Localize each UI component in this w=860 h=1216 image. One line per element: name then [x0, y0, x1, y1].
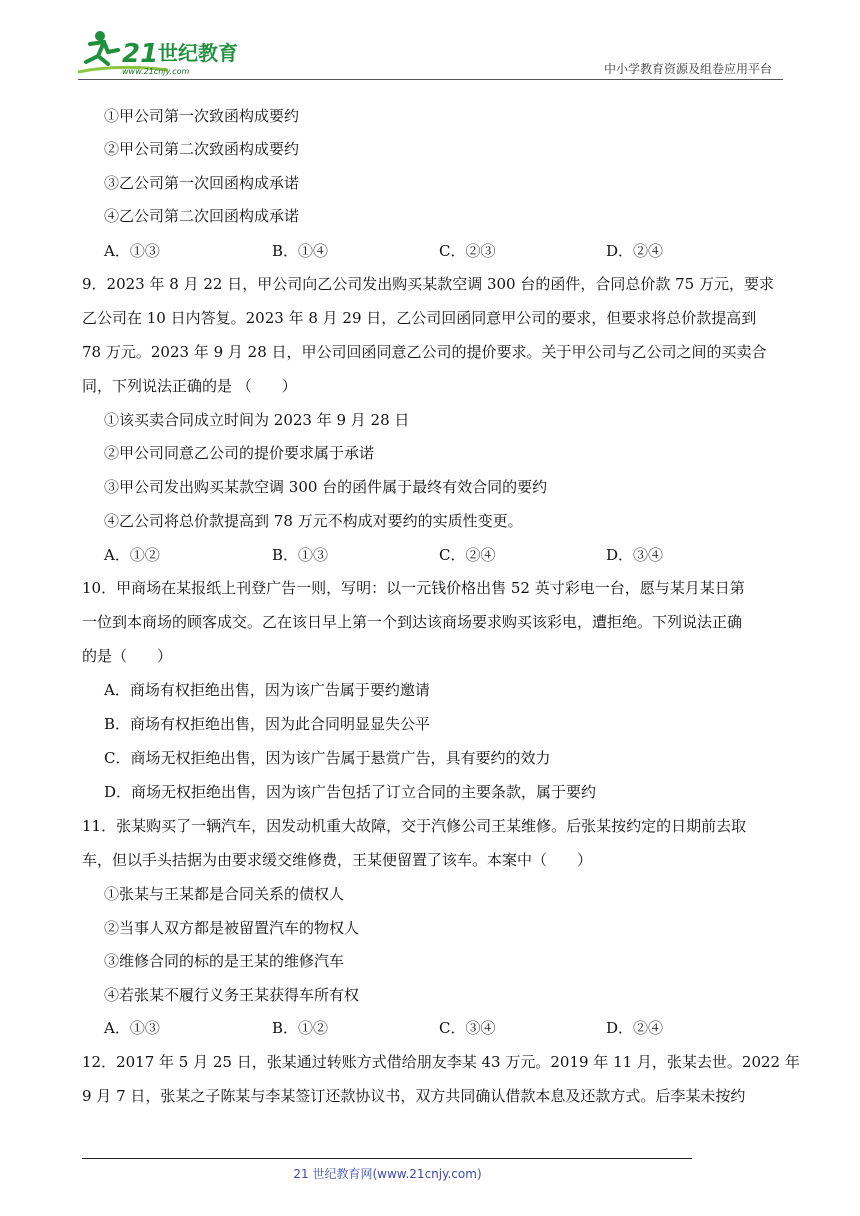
- footer-divider: [82, 1158, 692, 1159]
- site-logo: [78, 28, 253, 80]
- svg-text:21: 21: [122, 39, 159, 69]
- q11-item-4: ④若张某不履行义务王某获得车所有权: [104, 986, 360, 1004]
- q10-choice-a: A．商场有权拒绝出售，因为该广告属于要约邀请: [104, 681, 430, 699]
- q12-stem-line-2: 9 月 7 日，张某之子陈某与李某签订还款协议书，双方共同确认借款本息及还款方式。后李某未按约: [82, 1087, 746, 1105]
- q10-choice-c: C．商场无权拒绝出售，因为该广告属于悬赏广告，具有要约的效力: [104, 749, 551, 767]
- q9-item-3: ③甲公司发出购买某款空调 300 台的函件属于最终有效合同的要约: [104, 478, 548, 496]
- q9-item-2: ②甲公司同意乙公司的提价要求属于承诺: [104, 444, 375, 462]
- q8-option-d: D．②④: [606, 242, 664, 260]
- q9-item-4: ④乙公司将总价款提高到 78 万元不构成对要约的实质性变更。: [104, 512, 523, 530]
- q11-stem-line-2: 车，但以手头拮据为由要求缓交维修费，王某便留置了该车。本案中（ ）: [82, 851, 593, 869]
- platform-name: 中小学教育资源及组卷应用平台: [603, 62, 772, 76]
- svg-text:www.21cnjy.com: www.21cnjy.com: [122, 67, 190, 76]
- q9-option-b: B．①③: [272, 546, 329, 564]
- q11-stem-line-1: 11．张某购买了一辆汽车，因发动机重大故障，交于汽修公司王某维修。后张某按约定的日期前去取: [82, 817, 747, 835]
- q10-stem-line-1: 10．甲商场在某报纸上刊登广告一则，写明：以一元钱价格出售 52 英寸彩电一台，愿与某月某日第: [82, 579, 745, 597]
- q8-item-1: ①甲公司第一次致函构成要约: [104, 107, 300, 125]
- q11-item-2: ②当事人双方都是被留置汽车的物权人: [104, 919, 360, 937]
- q9-item-1: ①该买卖合同成立时间为 2023 年 9 月 28 日: [104, 411, 410, 429]
- q9-stem-line-2: 乙公司在 10 日内答复。2023 年 8 月 29 日，乙公司回函同意甲公司的要求，但要求将总价款提高到: [82, 309, 757, 327]
- q9-stem-line-4: 同，下列说法正确的是 （ ）: [82, 377, 297, 395]
- q8-option-b: B．①④: [272, 242, 329, 260]
- q11-option-b: B．①②: [272, 1019, 329, 1037]
- q10-choice-b: B．商场有权拒绝出售，因为此合同明显显失公平: [104, 715, 431, 733]
- header-divider: [78, 79, 783, 80]
- q9-stem-line-1: 9．2023 年 8 月 22 日，甲公司向乙公司发出购买某款空调 300 台的函件，合同总价款 75 万元，要求: [82, 275, 774, 293]
- q10-stem-line-2: 一位到本商场的顾客成交。乙在该日早上第一个到达该商场要求购买该彩电，遭拒绝。下列说法正确: [82, 613, 743, 631]
- q8-item-3: ③乙公司第一次回函构成承诺: [104, 174, 300, 192]
- q10-stem-line-3: 的是（ ）: [82, 647, 173, 665]
- runner-logo-icon: [78, 28, 253, 80]
- q9-stem-line-3: 78 万元。2023 年 9 月 28 日，甲公司回函同意乙公司的提价要求。关于甲公司与乙公司之间的买卖合: [82, 343, 767, 361]
- q9-option-a: A．①②: [104, 546, 160, 564]
- q11-option-c: C．③④: [439, 1019, 496, 1037]
- q8-option-c: C．②③: [439, 242, 496, 260]
- svg-text:世纪教育: 世纪教育: [158, 41, 238, 65]
- q9-option-c: C．②④: [439, 546, 496, 564]
- q8-item-2: ②甲公司第二次致函构成要约: [104, 140, 300, 158]
- q11-option-d: D．②④: [606, 1019, 664, 1037]
- q9-option-d: D．③④: [606, 546, 664, 564]
- page-header: [0, 0, 860, 86]
- q12-stem-line-1: 12．2017 年 5 月 25 日，张某通过转账方式借给朋友李某 43 万元。2019 年 11 月，张某去世。2022 年: [82, 1053, 800, 1071]
- q11-item-3: ③维修合同的标的是王某的维修汽车: [104, 952, 345, 970]
- q8-option-a: A．①③: [104, 242, 160, 260]
- q8-item-4: ④乙公司第二次回函构成承诺: [104, 207, 300, 225]
- q11-item-1: ①张某与王某都是合同关系的债权人: [104, 885, 345, 903]
- footer-link[interactable]: 21 世纪教育网(www.21cnjy.com): [293, 1167, 482, 1181]
- q11-option-a: A．①③: [104, 1019, 160, 1037]
- q10-choice-d: D．商场无权拒绝出售，因为该广告包括了订立合同的主要条款，属于要约: [104, 783, 597, 801]
